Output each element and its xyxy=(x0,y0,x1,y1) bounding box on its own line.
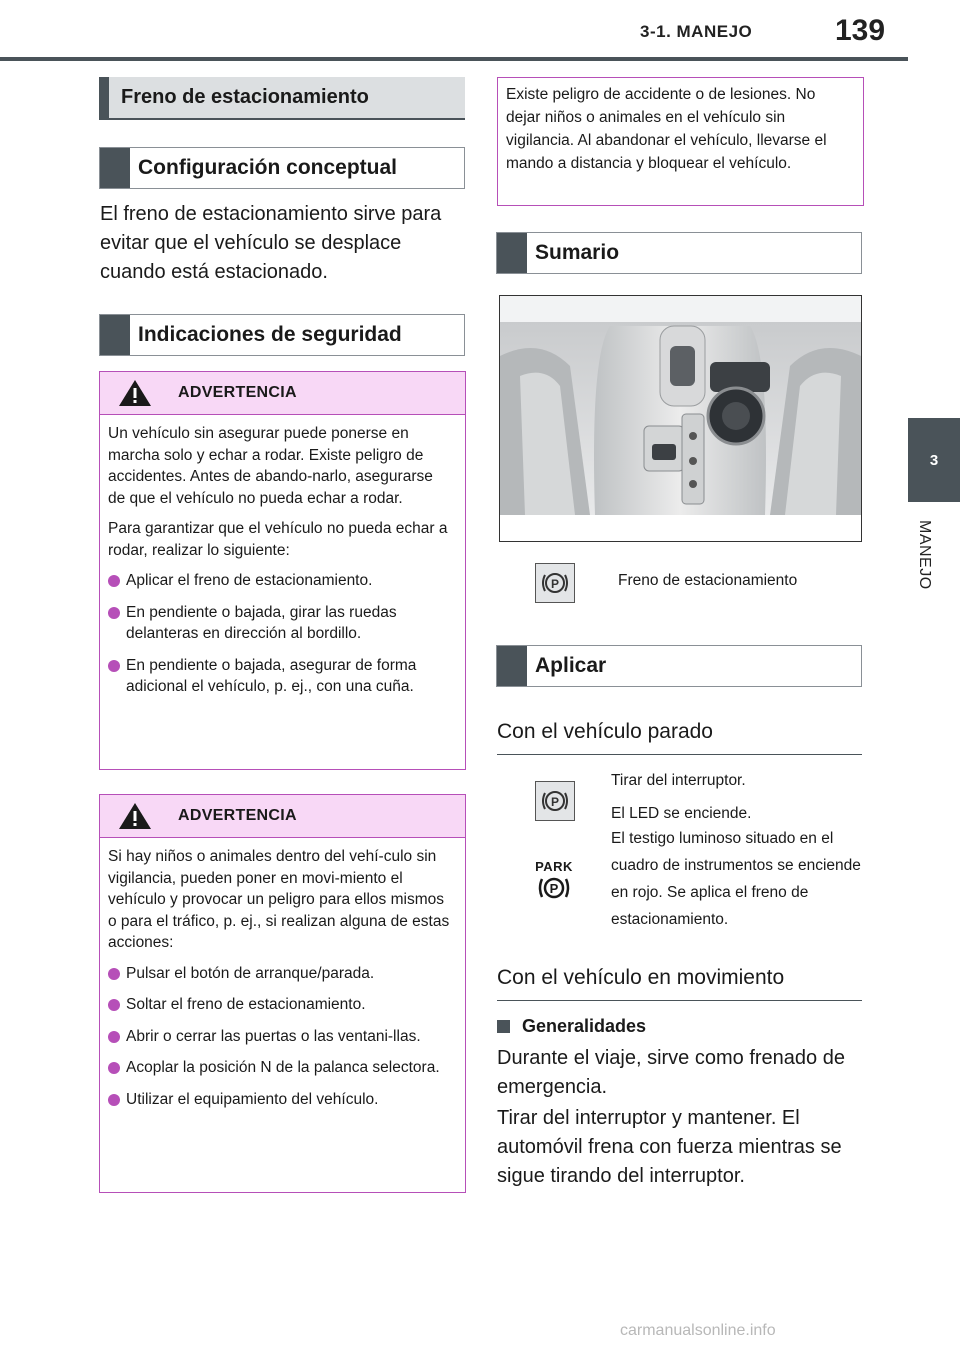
bullet-text: Utilizar el equipamiento del vehículo. xyxy=(126,1090,379,1108)
warning-paragraph: Si hay niños o animales dentro del vehí-culo sin vigilancia, pueden poner en movi-miento el vehículo y provocar un peligro para ellos mismos o para el tráfico, p. ej., si realizan alguna de estas acciones: xyxy=(108,848,450,951)
subheading-safety xyxy=(99,314,465,356)
bullet-dot-icon xyxy=(108,999,120,1011)
bullet-text: Pulsar el botón de arranque/parada. xyxy=(126,964,375,982)
parking-brake-symbol-icon xyxy=(540,786,570,816)
subheading-concept xyxy=(99,147,465,189)
warning-triangle-icon xyxy=(118,802,152,830)
warning-paragraph: Para garantizar que el vehículo no pueda echar a rodar, realizar lo siguiente: xyxy=(108,520,448,559)
warning-body xyxy=(100,838,465,1130)
park-circle-p-icon xyxy=(532,874,576,902)
park-description: El testigo luminoso situado en el cuadro de instrumentos se enciende en rojo. Se aplica el freno de estacionamiento. xyxy=(611,830,861,928)
chapter-tab-label: MANEJO xyxy=(916,520,933,590)
bullet-text: Aplicar el freno de estacionamiento. xyxy=(126,572,373,589)
square-bullet-icon xyxy=(497,1020,510,1033)
general-paragraph: Tirar del interruptor y mantener. El automóvil frena con fuerza mientras se sigue tirando del interruptor. xyxy=(497,1107,842,1187)
warning-paragraph: Un vehículo sin asegurar puede ponerse en marcha solo y echar a rodar. Existe peligro de accidentes. Antes de abando-narlo, asegurarse de que el vehículo no pueda echar a rodar. xyxy=(108,425,433,507)
svg-text:P: P xyxy=(550,577,560,591)
bullet-item xyxy=(108,963,453,985)
page-number: 139 xyxy=(835,14,886,47)
chapter-tab: 3 xyxy=(908,418,960,502)
bullet-dot-icon xyxy=(108,1094,120,1106)
warning-body xyxy=(100,415,465,718)
bullet-text: En pendiente o bajada, girar las ruedas delanteras en dirección al bordillo. xyxy=(126,603,397,642)
step-text: El LED se enciende. xyxy=(611,805,752,822)
bullet-item xyxy=(108,655,453,698)
svg-text:P: P xyxy=(549,881,559,896)
center-console-illustration xyxy=(500,296,861,541)
bullet-text: Abrir o cerrar las puertas o las ventani-llas. xyxy=(126,1027,421,1045)
svg-text:P: P xyxy=(550,795,560,809)
header-rule xyxy=(0,57,908,61)
warning-header xyxy=(100,795,465,838)
warning-title: ADVERTENCIA xyxy=(178,384,297,401)
subsection-moving: Con el vehículo en movimiento xyxy=(497,966,862,1001)
heading-bar xyxy=(497,646,527,686)
bullet-item xyxy=(108,994,453,1016)
watermark: carmanualsonline.info xyxy=(620,1322,776,1339)
legend-label: Freno de estacionamiento xyxy=(618,572,798,589)
bullet-dot-icon xyxy=(108,607,120,619)
subheading-safety-text: Indicaciones de seguridad xyxy=(138,323,402,346)
bullet-item xyxy=(108,1057,453,1079)
bullet-item xyxy=(108,1026,453,1048)
bullet-dot-icon xyxy=(108,1031,120,1043)
parking-brake-button-icon xyxy=(535,781,575,821)
heading-bar xyxy=(100,315,130,355)
warning-continuation: Existe peligro de accidente o de lesiones. No dejar niños o animales en el vehículo sin vigilancia. Al abandonar el vehículo, llevarse el mando a distancia y bloquear el vehículo. xyxy=(497,77,864,206)
heading-bar xyxy=(100,148,130,188)
bullet-item xyxy=(108,602,453,645)
warning-triangle-icon xyxy=(118,379,152,407)
bullet-dot-icon xyxy=(108,1062,120,1074)
heading-bar xyxy=(99,77,109,118)
bullet-item xyxy=(108,1089,453,1111)
bullet-dot-icon xyxy=(108,575,120,587)
general-paragraph: Durante el viaje, sirve como frenado de emergencia. xyxy=(497,1047,845,1098)
warning-header xyxy=(100,372,465,415)
subheading-concept-text: Configuración conceptual xyxy=(138,156,398,179)
bullet-text: En pendiente o bajada, asegurar de forma adicional el vehículo, p. ej., con una cuña. xyxy=(126,656,417,695)
park-icon-label: PARK xyxy=(535,859,573,874)
subheading-summary xyxy=(496,232,862,274)
warning-box xyxy=(99,371,466,770)
step-text: Tirar del interruptor. xyxy=(611,772,746,789)
subsection-stopped: Con el vehículo parado xyxy=(497,720,862,755)
bullet-item xyxy=(108,570,453,592)
concept-paragraph: El freno de estacionamiento sirve para evitar que el vehículo se desplace cuando está estacionado. xyxy=(100,203,442,283)
minor-heading xyxy=(497,1016,646,1037)
running-header-section: 3-1. MANEJO xyxy=(640,22,753,41)
bullet-text: Acoplar la posición N de la palanca selectora. xyxy=(126,1059,440,1076)
bullet-text: Soltar el freno de estacionamiento. xyxy=(126,996,366,1013)
heading-bar xyxy=(497,233,527,273)
park-indicator-icon xyxy=(532,860,576,904)
minor-heading-text: Generalidades xyxy=(522,1016,647,1036)
section-heading xyxy=(99,77,465,120)
warning-title: ADVERTENCIA xyxy=(178,807,297,824)
bullet-dot-icon xyxy=(108,660,120,672)
section-heading-text: Freno de estacionamiento xyxy=(121,86,369,108)
warning-box xyxy=(99,794,466,1193)
parking-brake-symbol-icon xyxy=(540,568,570,598)
bullet-dot-icon xyxy=(108,968,120,980)
center-console-photo xyxy=(499,295,862,542)
subheading-apply xyxy=(496,645,862,687)
subheading-summary-text: Sumario xyxy=(535,241,620,264)
subheading-apply-text: Aplicar xyxy=(535,654,607,677)
parking-brake-button-icon xyxy=(535,563,575,603)
